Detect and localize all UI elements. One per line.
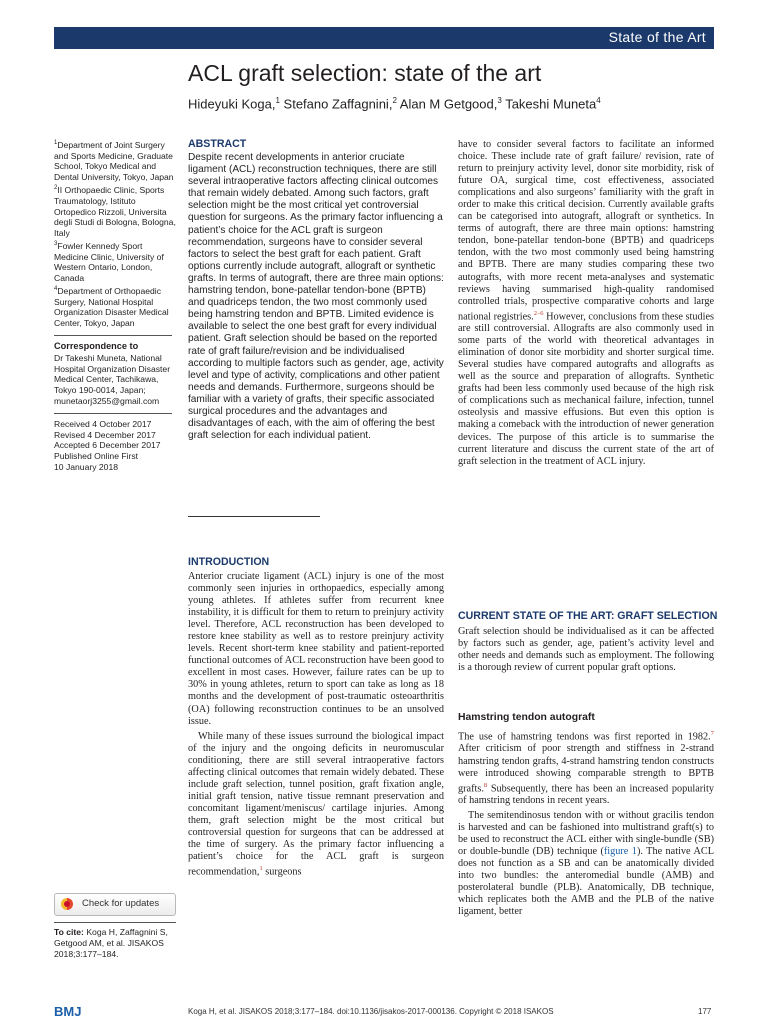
page-number: 177 [698, 1007, 712, 1016]
author-affiliation: 1 [275, 96, 280, 105]
date-line: Received 4 October 2017 [54, 418, 152, 429]
affiliation: $^2$II Orthopaedic Clinic, Sports Traumatology, Istituto Ortopedico Rizzoli, Universita degli Studi di Bologna, Bologna, Italy [54, 184, 176, 239]
date-line: Published Online First [54, 451, 139, 462]
check-for-updates-button[interactable] [54, 893, 176, 916]
reference-link[interactable]: 7 [710, 730, 714, 737]
reference-link[interactable]: 8 [483, 781, 488, 789]
article-title: ACL graft selection: state of the art [188, 60, 542, 86]
author-list [188, 96, 601, 111]
hamstring-heading: Hamstring tendon autograft [458, 712, 595, 723]
date-line: Accepted 6 December 2017 [54, 440, 161, 451]
affiliation: $^1$Department of Joint Surgery and Sports Medicine, Graduate School, Tokyo Medical and Dental University, Tokyo, Japan [54, 139, 174, 183]
reference-link[interactable]: 1 [259, 865, 263, 873]
correspondence-email[interactable]: munetaorj3255@gmail.com [54, 395, 160, 406]
crossmark-icon [61, 898, 73, 910]
paragraph: The use of hamstring tendons was first reported in 1982.$^7$ After criticism of poor strength and stiffness in 2-strand hamstring tendon grafts, 4-strand hamstring tendon constructs were introduced showing comparable strength to BPTB grafts.$^8$ Subsequently, there has been an increased popularity of hamstring tendons in recent years. [458, 730, 714, 807]
affiliation: $^4$Department of Orthopaedic Surgery, National Hospital Organization Disaster Medical Center, Tokyo, Japan [54, 285, 169, 329]
author: Alan M Getgood, [399, 96, 498, 112]
citation-text: Koga H, Zaffagnini S, Getgood AM, et al. JISAKOS 2018;3:177–184. [54, 927, 168, 959]
correspondence-heading: Correspondence to [54, 340, 139, 351]
hamstring-body [458, 728, 714, 919]
current-state-heading: CURRENT STATE OF THE ART: GRAFT SELECTION [458, 610, 718, 622]
author: Hideyuki Koga, [188, 96, 276, 112]
bmj-logo[interactable]: BMJ [54, 1004, 82, 1019]
right-column-body [458, 139, 714, 468]
figure-link[interactable]: figure 1 [603, 846, 637, 858]
current-state-body [458, 626, 714, 674]
introduction-body [188, 571, 444, 879]
abstract-text: Despite recent developments in anterior cruciate ligament (ACL) reconstruction techniques, there are still several intraoperative factors affecting clinical outcomes that remain widely debated. Among such factors, graft selection might be the most critical yet controversial question for surgeons. As the primary factor influencing a patient’s choice for the ACL graft is surgeon recommendation, surgeons have to consider several factors to select the best graft for each patient. Graft options currently include autograft, allograft or synthetic grafts. In terms of autograft, there are three main options: hamstring tendon, bone-patellar tendon-bone (BPTB) and quadriceps tendon, the two most commonly used being hamstring tendon and BPTB. Limited evidence is available to select the one best graft for every individual patient. Graft selection should be based on the reported rate of graft failure/revision and be individualised according to multiple factors such as gender, age, activity level and type of activity, complications and other patient needs and demands. Furthermore, surgeons should be familiar with a variety of grafts, their specific associated surgical procedures and the advantages and disadvantages of each, with the aim of offering the best graft selection for each individual patient. [188, 152, 444, 442]
section-label: State of the Art [608, 29, 706, 45]
date-line: Revised 4 December 2017 [54, 429, 156, 440]
sidebar [54, 138, 178, 473]
correspondence-line: Hospital Organization Disaster [54, 363, 171, 374]
check-for-updates-label: Check for updates [82, 898, 160, 909]
divider [188, 516, 320, 517]
abstract-heading: ABSTRACT [188, 138, 247, 150]
author-affiliation: 4 [596, 96, 601, 105]
paragraph: Anterior cruciate ligament (ACL) injury is one of the most commonly seen injuries in orthopaedics, especially among young athletes. If athletes suffer from recurrent knee instability, it is difficult for them to return to preinjury activity level. Therefore, ACL reconstruction has been developed to restore knee stability as well as to restore preinjury activity levels. Recent short-term knee stability and patient-reported functional outcomes of ACL reconstruction have been good to excellent in most cases. However, failure rates can be up to 30% in young athletes, return to sport can take as long as 18 months and the development of post-traumatic osteoarthritis (OA) following reconstruction continues to be an unsolved issue. [188, 571, 444, 727]
footer-citation: Koga H, et al. JISAKOS 2018;3:177–184. doi:10.1136/jisakos-2017-000136. Copyright © 2018 ISAKOS [188, 1007, 554, 1016]
author: Stefano Zaffagnini, [283, 96, 393, 112]
author-affiliation: 2 [392, 96, 397, 105]
citation-label: To cite: [54, 927, 84, 937]
paragraph: Graft selection should be individualised as it can be affected by factors such as gender, age, patient’s activity level and other needs and demands such as employment. The following is a thorough review of current popular graft options. [458, 626, 714, 674]
paragraph: have to consider several factors to facilitate an informed choice. These include rate of graft failure/ revision, rate of return to preinjury activity level, donor site morbidity, risk of future OA, surgical time, cost effectiveness, associated complications and also surgeons’ familiarity with the graft in order to make this critical decision. Currently available grafts can be categorised into autograft, allograft or synthetics. In terms of autograft, there are three main options: hamstring tendon, bone-patellar tendon-bone (BPTB) and quadriceps tendon, with the two most commonly used being hamstring and BPTB. There are many studies comparing these two autografts, with more recent meta-analyses and systematic reviews having summarised high-quality randomised controlled trials, prospective comparative cohorts and large national registries.$^{2-6}$ However, conclusions from these studies are still controversial. Allografts are also commonly used in some parts of the world with theoretical advantages in elimination of donor site morbidity and shorter surgical time. Several studies have compared autografts and allografts as well as the source and preparation of allografts. Synthetic grafts had been less commonly used because of the high risk of complications such as mechanical failure, infection, tunnel osteolysis and massive effusions. But even this option is making a comeback with the introduction of newer generation devices. The purpose of this article is to summarise the current literature and discuss the current state of the art of graft selection in the treatment of ACL injury. [458, 139, 715, 467]
affiliation: $^3$Fowler Kennedy Sport Medicine Clinic, University of Western Ontario, London, Canada [54, 240, 164, 284]
reference-link[interactable]: 2–6 [533, 309, 544, 317]
correspondence-line: Medical Center, Tachikawa, [54, 374, 159, 385]
author: Takeshi Muneta [505, 96, 597, 112]
divider [54, 413, 172, 414]
correspondence-line: Tokyo 190-0014, Japan; [54, 385, 146, 396]
paragraph: While many of these issues surround the biological impact of the injury and the ongoing deficits in neuromuscular conditioning, there are still several intraoperative factors affecting clinical outcomes that remain widely debated. These include graft selection, tunnel position, graft fixation angle, initial graft tension, native tissue remnant preservation and concomitant ligament/meniscus/ cartilage injuries. Among them, graft selection might be the most critical but controversial question for surgeons that can be addressed at the time of surgery. As the primary factor influencing a patient’s choice for the ACL graft is surgeon recommendation,$^1$ surgeons [188, 730, 444, 878]
divider [54, 335, 172, 336]
abstract [188, 138, 444, 442]
correspondence-line: Dr Takeshi Muneta, National [54, 352, 162, 363]
date-line: 10 January 2018 [54, 461, 119, 472]
citation-box [54, 922, 176, 959]
introduction-heading: INTRODUCTION [188, 556, 270, 568]
author-affiliation: 3 [497, 96, 502, 105]
section-banner [54, 27, 714, 49]
paragraph: The semitendinosus tendon with or without gracilis tendon is harvested and can be fashioned into multistrand graft(s) to be used to reconstruct the ACL either with single-bundle (SB) or double-bundle (DB) technique (figure 1). The native ACL does not function as a SB and can be anatomically divided into two bundles: the anteromedial bundle (AMB) and posterolateral bundle (PLB). Anatomically, DB technique, which replicates both the AMB and the PLB of the native ligament, better [458, 810, 714, 918]
